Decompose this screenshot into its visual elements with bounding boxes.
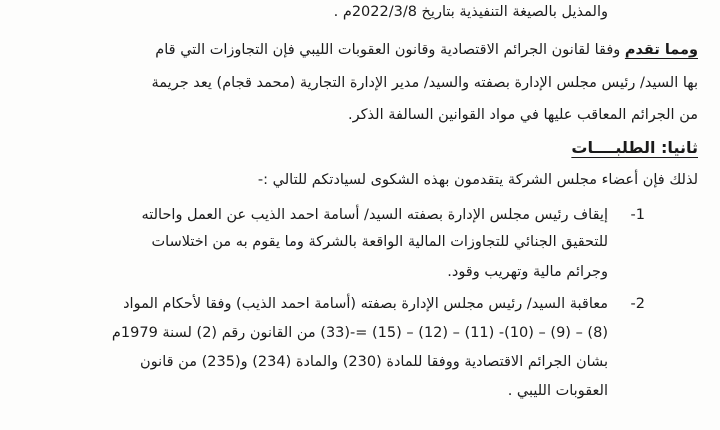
paragraph-conclusion-line-3: من الجرائم المعاقب عليها في مواد القوانين السالفة الذكر. — [348, 107, 698, 123]
request-item-2-line-4: العقوبات الليبي . — [507, 383, 608, 399]
request-item-2-line-2: (8) – (9) – (10)- (11) – (12) – (15) =-(33) من القانون رقم (2) لسنة 1979م — [111, 325, 608, 341]
text-line-date: والمذيل بالصيغة التنفيذية بتاريخ 2022/3/8م . — [333, 4, 608, 20]
request-item-2-line-3: بشان الجرائم الاقتصادية ووفقا للمادة (230) والمادة (234) و(235) من قانون — [140, 354, 608, 370]
section-heading-requests: ثانيا: الطلبــــات — [571, 138, 698, 157]
request-item-1-line-1: إيقاف رئيس مجلس الإدارة بصفته السيد/ أسامة احمد الذيب عن العمل واحالته — [141, 207, 608, 223]
request-item-1-number: -1 — [630, 207, 645, 223]
request-item-1-line-2: للتحقيق الجنائي للتجاوزات المالية الواقعة بالشركة وما يقوم به من اختلاسات — [151, 234, 608, 250]
requests-intro: لذلك فإن أعضاء مجلس الشركة يتقدمون بهذه الشكوى لسيادتكم للتالي :- — [257, 172, 698, 188]
request-item-2-number: -2 — [630, 296, 645, 312]
conclusion-lead: ومما تقدم — [624, 42, 698, 58]
request-item-1-line-3: وجرائم مالية وتهريب وقود. — [447, 264, 608, 280]
paragraph-conclusion-line-1 — [155, 40, 698, 60]
paragraph-conclusion-line-2: بها السيد/ رئيس مجلس الإدارة بصفته والسيد/ مدير الإدارة التجارية (محمد قجام) يعد جريمة — [151, 75, 698, 91]
conclusion-line-1-rest: وفقا لقانون الجرائم الاقتصادية وقانون العقوبات الليبي فإن التجاوزات التي قام — [155, 42, 621, 58]
request-item-2-line-1: معاقبة السيد/ رئيس مجلس الإدارة بصفته (أسامة احمد الذيب) وفقا لأحكام المواد — [123, 296, 608, 312]
